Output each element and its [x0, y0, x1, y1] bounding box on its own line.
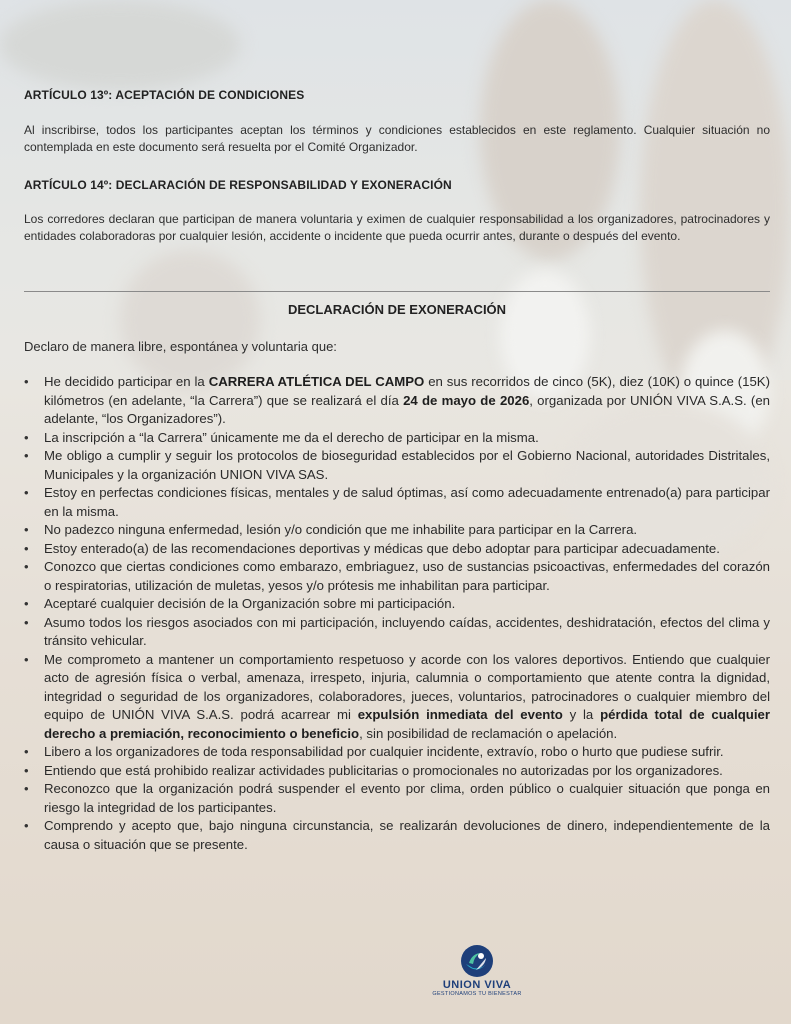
section-divider — [24, 291, 770, 292]
list-item: • Conozco que ciertas condiciones como embarazo, embriaguez, uso de sustancias psicoactivas, enfermedades del corazón o respiratorias, utilización de muletas, yesos y/o prótesis me inhabilitan para participar. — [44, 558, 770, 595]
article-14-text: Los corredores declaran que participan de manera voluntaria y eximen de cualquier responsabilidad a los organizadores, patrocinadores y entidades colaboradoras por cualquier lesión, accidente o incidente que pueda ocurrir antes, durante o después del evento. — [24, 212, 770, 243]
logo-name: UNION VIVA — [442, 979, 512, 991]
list-item: • Asumo todos los riesgos asociados con mi participación, incluyendo caídas, accidentes, deshidratación, efectos del clima y tránsito vehicular. — [44, 614, 770, 651]
list-item: • Estoy enterado(a) de las recomendaciones deportivas y médicas que debo adoptar para participar adecuadamente. — [44, 540, 770, 559]
list-item: • Comprendo y acepto que, bajo ninguna circunstancia, se realizarán devoluciones de dinero, independientemente de la causa o situación que se presente. — [44, 817, 770, 854]
article-13-heading: ARTÍCULO 13º: ACEPTACIÓN DE CONDICIONES — [24, 88, 305, 102]
logo-tagline: GESTIONAMOS TU BIENESTAR — [432, 991, 522, 997]
list-item: • Entiendo que está prohibido realizar actividades publicitarias o promocionales no autorizadas por los organizadores. — [44, 762, 770, 781]
list-item: • No padezco ninguna enfermedad, lesión y/o condición que me inhabilite para participar en la Carrera. — [44, 521, 770, 540]
list-item: • Libero a los organizadores de toda responsabilidad por cualquier incidente, extravío, robo o hurto que pudiese sufrir. — [44, 743, 770, 762]
article-13-text: Al inscribirse, todos los participantes aceptan los términos y condiciones establecidos en este reglamento. Cualquier situación no contemplada en este documento será resuelta por el Comité Organizador. — [24, 123, 770, 154]
list-item: • He decidido participar en la CARRERA ATLÉTICA DEL CAMPO en sus recorridos de cinco (5K), diez (10K) o quince (15K) kilómetros (en adelante, “la Carrera”) que se realizará el día 24 de mayo de 2026, organizada por UNIÓN VIVA S.A.S. (en adelante, “los Organizadores”). — [44, 373, 770, 429]
list-item: • Me comprometo a mantener un comportamiento respetuoso y acorde con los valores deportivos. Entiendo que cualquier acto de agresión física o verbal, amenaza, irrespeto, injuria, calumnia o comportamiento que atente contra la dignidad, integridad o seguridad de los organizadores, colaboradores, jueces, voluntarios, patrocinadores o cualquier miembro del equipo de UNIÓN VIVA S.A.S. podrá acarrear mi expulsión inmediata del evento y la pérdida total de cualquier derecho a premiación, reconocimiento o beneficio, sin posibilidad de reclamación o apelación. — [44, 651, 770, 744]
declaration-title: DECLARACIÓN DE EXONERACIÓN — [287, 302, 507, 317]
article-14-heading: ARTÍCULO 14º: DECLARACIÓN DE RESPONSABILIDAD Y EXONERACIÓN — [24, 178, 452, 192]
list-item: • Me obligo a cumplir y seguir los protocolos de bioseguridad establecidos por el Gobierno Nacional, autoridades Distritales, Municipales y la organización UNION VIVA SAS. — [44, 447, 770, 484]
list-item: • Reconozco que la organización podrá suspender el evento por clima, orden público o cualquier situación que ponga en riesgo la integridad de los participantes. — [44, 780, 770, 817]
declaration-list — [44, 373, 770, 854]
list-item: • La inscripción a “la Carrera” únicamente me da el derecho de participar en la misma. — [44, 429, 770, 448]
list-item: • Estoy en perfectas condiciones físicas, mentales y de salud óptimas, así como adecuadamente entrenado(a) para participar en la misma. — [44, 484, 770, 521]
list-item: • Aceptaré cualquier decisión de la Organización sobre mi participación. — [44, 595, 770, 614]
union-viva-logo-icon — [460, 944, 494, 978]
declaration-intro: Declaro de manera libre, espontánea y voluntaria que: — [24, 339, 337, 354]
union-viva-logo — [422, 944, 532, 1004]
